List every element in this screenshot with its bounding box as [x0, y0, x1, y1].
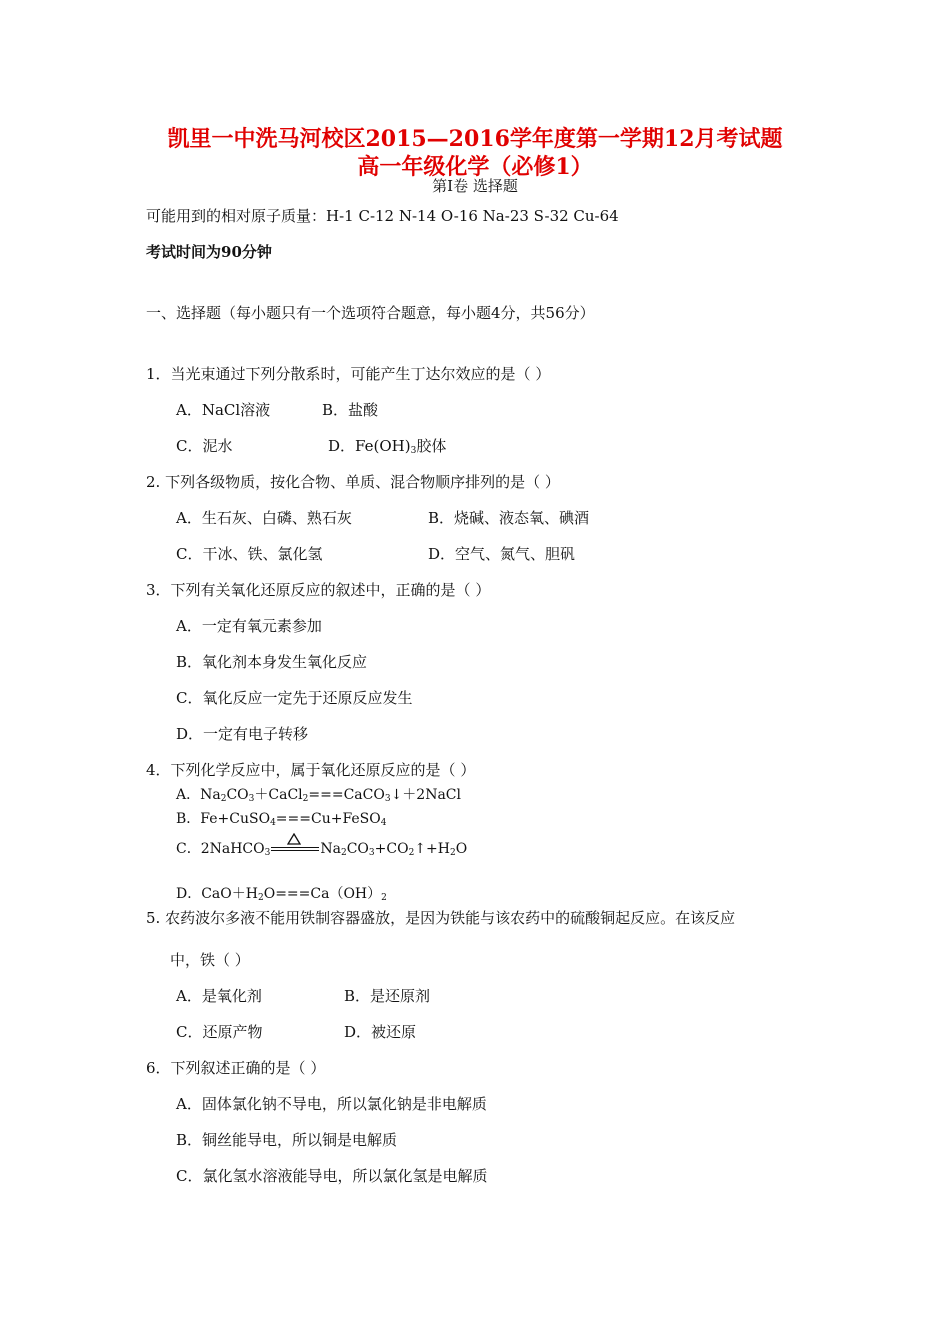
question-4-stem: 4．下列化学反应中，属于氧化还原反应的是（ ） [146, 761, 476, 779]
atomic-masses: 可能用到的相对原子质量：H-1 C-12 N-14 O-16 Na-23 S-32 Cu-64 [146, 207, 619, 225]
question-6-option-a: A．固体氯化钠不导电，所以氯化钠是非电解质 [176, 1095, 487, 1113]
exam-title: 凯里一中洗马河校区2015—2016学年度第一学期12月考试题 [167, 126, 783, 152]
question-4-option-c: C．2NaHCO$_3$ $Na_2CO_3+CO_2↑+H_2O$ [176, 840, 467, 862]
question-3-option-a: A．一定有氧元素参加 [176, 617, 322, 635]
question-2-option-a: A．生石灰、白磷、熟石灰 [176, 509, 352, 527]
section-title: 第Ⅰ卷 选择题 [432, 177, 518, 195]
question-5-stem: 5. 农药波尔多液不能用铁制容器盛放，是因为铁能与该农药中的硫酸铜起反应。在该反应 [146, 909, 736, 927]
question-3-option-c: C．氧化反应一定先于还原反应发生 [176, 689, 413, 707]
heat-triangle-icon [287, 833, 301, 845]
question-4-option-b: B．Fe+CuSO$_4$===Cu+FeSO$_4$ [176, 811, 387, 828]
question-6-option-b: B．铜丝能导电，所以铜是电解质 [176, 1131, 398, 1149]
question-1-option-d: D．$Fe(OH)_3$胶体 [328, 437, 447, 456]
question-6-option-c: C．氯化氢水溶液能导电，所以氯化氢是电解质 [176, 1167, 488, 1185]
question-2-stem: 2. 下列各级物质，按化合物、单质、混合物顺序排列的是（ ） [146, 473, 560, 491]
question-1-option-b: B．盐酸 [322, 401, 379, 419]
question-5-option-b: B．是还原剂 [344, 987, 431, 1005]
question-2-option-c: C．干冰、铁、氯化氢 [176, 545, 323, 563]
question-1-option-a: A．NaCl溶液 [176, 401, 271, 419]
question-1-option-c: C．泥水 [176, 437, 233, 455]
exam-time: 考试时间为90分钟 [146, 243, 272, 261]
exam-subtitle: 高一年级化学（必修1） [357, 154, 593, 180]
question-3-option-d: D．一定有电子转移 [176, 725, 309, 743]
question-5-stem-line2: 中，铁（ ） [170, 951, 250, 969]
part1-heading: 一、选择题（每小题只有一个选项符合题意，每小题4分，共56分） [146, 304, 595, 322]
question-4-option-a: A．$Na_2CO_3+CaCl_2===CaCO_3↓+2NaCl$ [176, 787, 461, 804]
question-3-option-b: B．氧化剂本身发生氧化反应 [176, 653, 368, 671]
question-4-option-d: D．$CaO+H_2O===Ca(OH)_2$ [176, 886, 387, 903]
question-1-stem: 1．当光束通过下列分散系时，可能产生丁达尔效应的是（ ） [146, 365, 551, 383]
question-5-option-d: D．被还原 [344, 1023, 417, 1041]
question-2-option-d: D．空气、氮气、胆矾 [428, 545, 576, 563]
heat-condition-arrow [271, 841, 319, 855]
question-2-option-b: B．烧碱、液态氧、碘酒 [428, 509, 590, 527]
question-5-option-a: A．是氧化剂 [176, 987, 262, 1005]
question-3-stem: 3．下列有关氧化还原反应的叙述中，正确的是（ ） [146, 581, 491, 599]
question-5-option-c: C．还原产物 [176, 1023, 263, 1041]
question-6-stem: 6．下列叙述正确的是（ ） [146, 1059, 326, 1077]
